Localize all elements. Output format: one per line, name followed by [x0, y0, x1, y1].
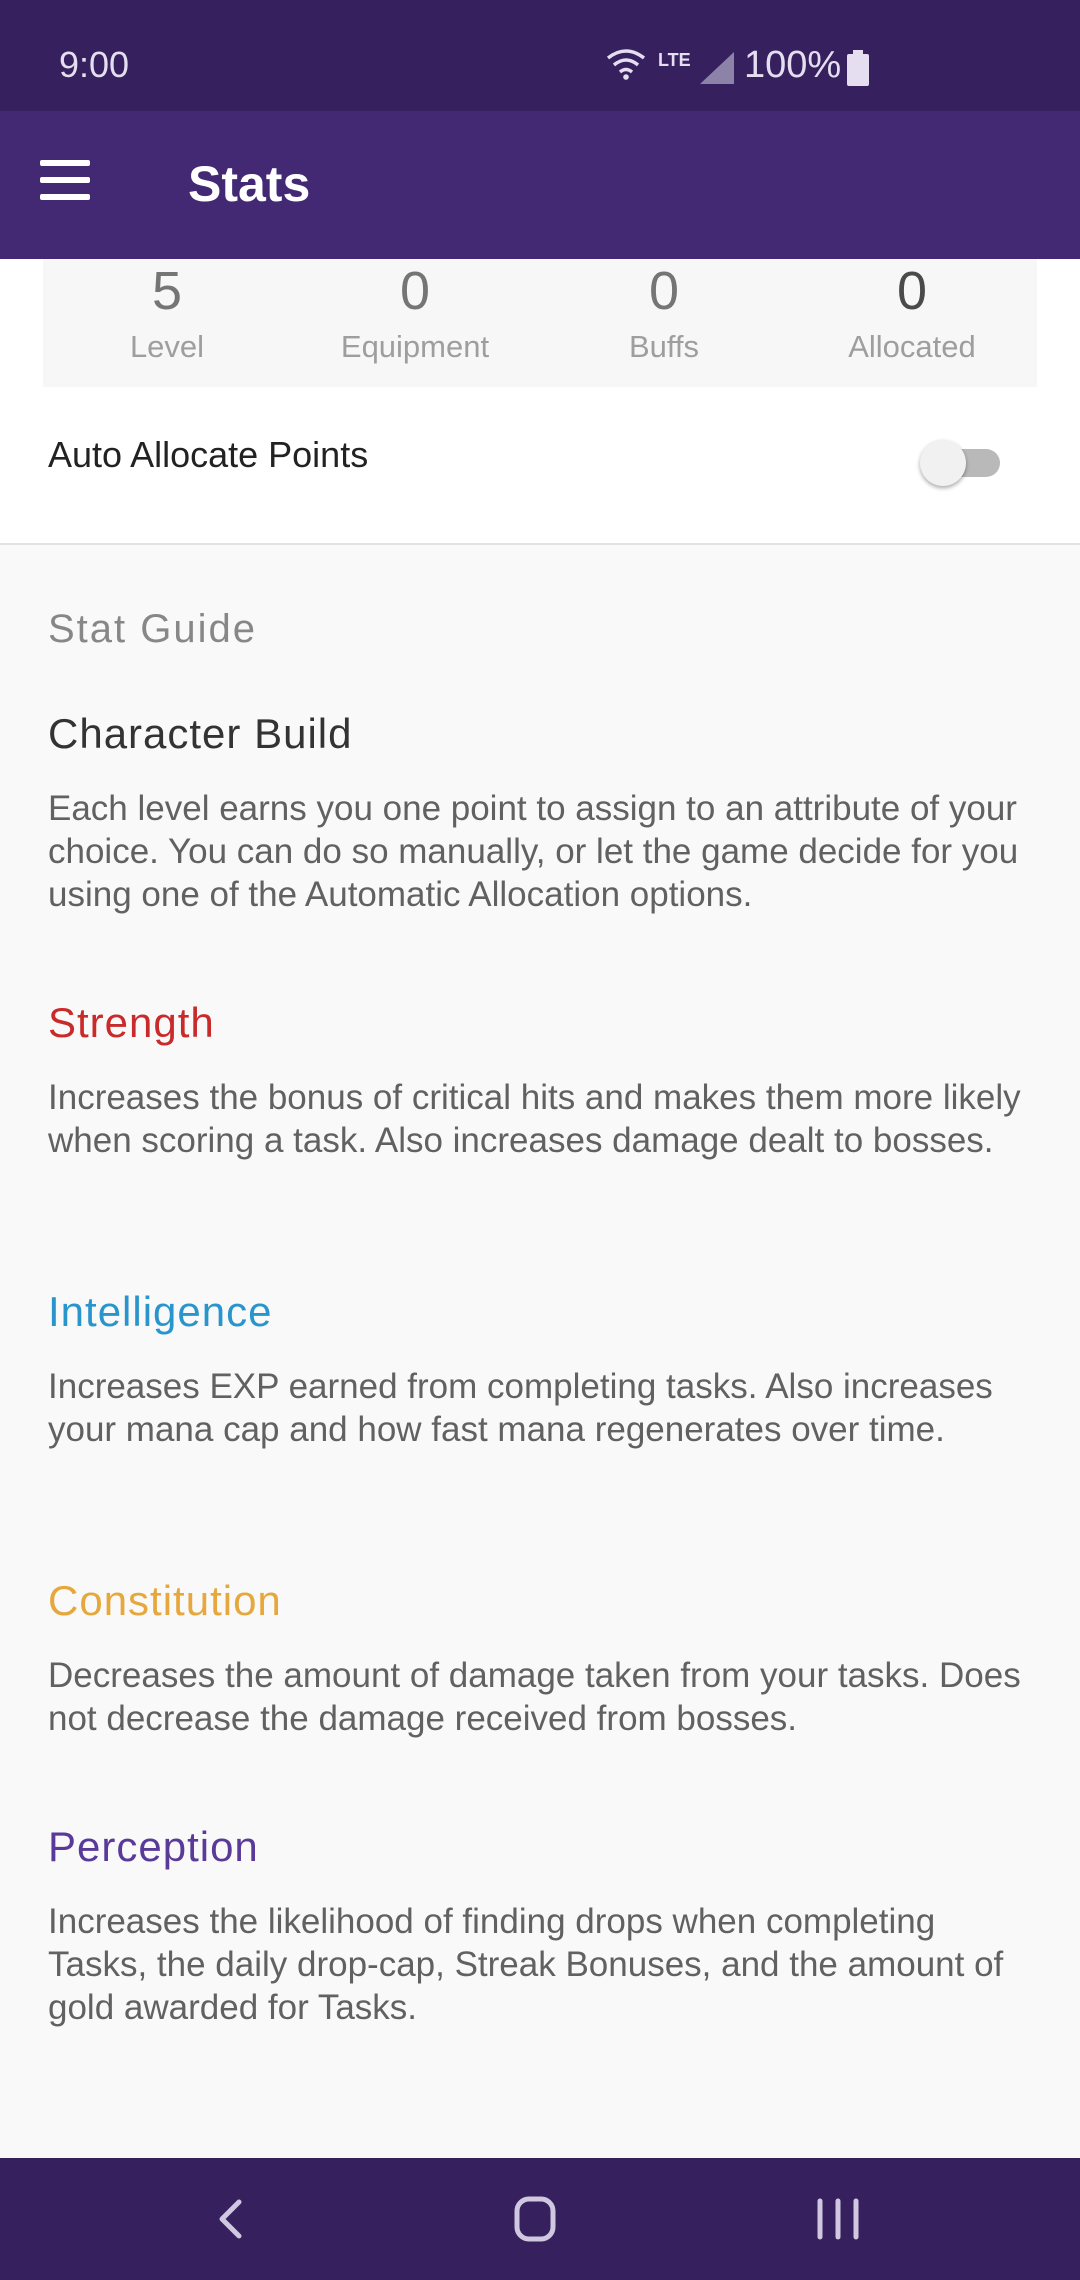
battery-icon — [847, 50, 869, 86]
stat-label: Buffs — [628, 329, 700, 364]
wifi-icon — [606, 48, 646, 80]
system-nav-bar — [0, 2158, 1080, 2280]
recents-icon[interactable] — [798, 2188, 878, 2250]
section-body-constitution: Decreases the amount of damage taken from your tasks. Does not decrease the damage received from bosses. — [48, 1656, 1021, 1738]
app-bar — [0, 111, 1080, 259]
auto-allocate-toggle[interactable] — [920, 436, 1004, 486]
section-body-perception: Increases the likelihood of finding drops when completing Tasks, the daily drop-cap, Streak Bonuses, and the amount of gold awarded for Tasks. — [48, 1902, 1004, 2027]
stat-guide — [0, 545, 1080, 2158]
toggle-thumb — [920, 440, 966, 486]
section-body-strength: Increases the bonus of critical hits and makes them more likely when scoring a task. Also increases damage dealt to bosses. — [48, 1078, 1021, 1160]
section-title-constitution: Constitution — [48, 1577, 282, 1624]
stat-value: 0 — [648, 261, 680, 321]
stats-summary-card — [43, 259, 1037, 387]
menu-icon[interactable] — [40, 160, 100, 210]
home-icon[interactable] — [495, 2188, 575, 2250]
stat-label: Level — [129, 329, 205, 364]
stat-buffs — [540, 259, 788, 365]
auto-allocate-row[interactable] — [0, 410, 1080, 545]
stat-value: 5 — [151, 261, 183, 321]
section-title-perception: Perception — [48, 1823, 259, 1870]
stat-guide-title: Stat Guide — [48, 607, 258, 651]
section-body-character-build: Each level earns you one point to assign to an attribute of your choice. You can do so manually, or let the game decide for you using one of the Automatic Allocation options. — [48, 789, 1019, 914]
section-title-intelligence: Intelligence — [48, 1288, 273, 1335]
page-title: Stats — [188, 156, 311, 212]
back-icon[interactable] — [192, 2188, 272, 2250]
signal-icon — [700, 52, 734, 84]
status-bar — [0, 0, 1080, 111]
stat-label: Equipment — [340, 329, 490, 364]
section-title-character-build: Character Build — [48, 710, 353, 757]
stat-level — [43, 259, 291, 365]
battery-percent: 100% — [744, 44, 842, 86]
stat-value: 0 — [896, 261, 928, 321]
auto-allocate-label: Auto Allocate Points — [48, 434, 369, 475]
stat-equipment — [291, 259, 539, 365]
network-type: LTE — [658, 50, 691, 70]
section-title-strength: Strength — [48, 999, 215, 1046]
stat-label: Allocated — [848, 329, 976, 364]
status-time: 9:00 — [59, 44, 130, 85]
stat-value: 0 — [399, 261, 431, 321]
stat-allocated — [788, 259, 1036, 365]
section-body-intelligence: Increases EXP earned from completing tasks. Also increases your mana cap and how fast mana regenerates over time. — [48, 1367, 993, 1449]
